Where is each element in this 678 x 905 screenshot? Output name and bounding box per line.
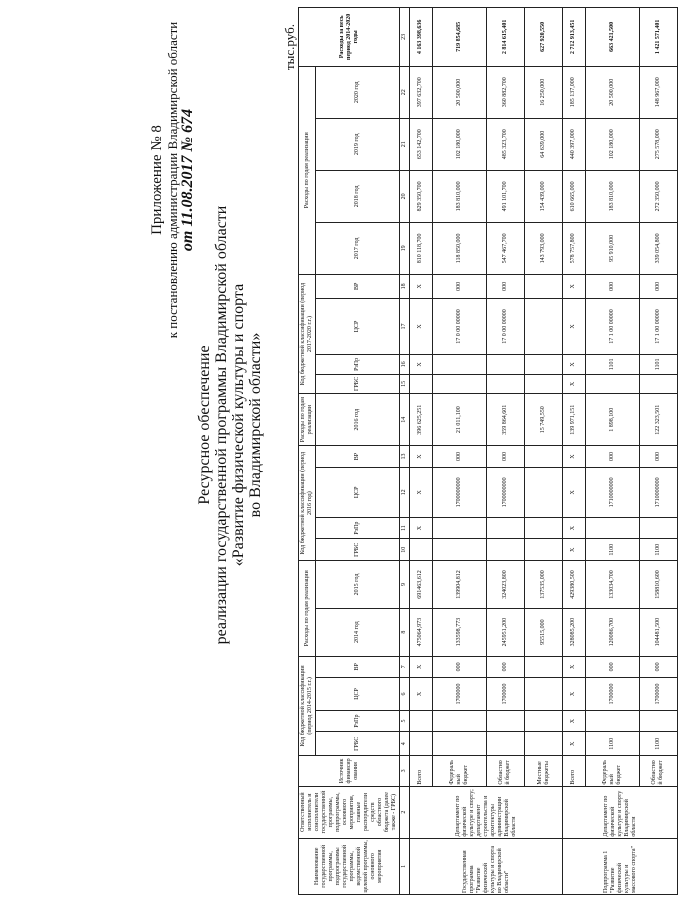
table-row	[432, 8, 486, 895]
value-cell: 1710000000	[585, 467, 639, 517]
value-cell: X	[563, 355, 586, 375]
value-cell: X	[563, 446, 586, 468]
value-cell	[486, 539, 524, 561]
value-cell: 4 163 398,636	[410, 8, 433, 67]
table-body	[410, 8, 678, 895]
subheader-vr-2017: ВР	[316, 274, 400, 298]
title-line-4: во Владимирской области»	[247, 332, 264, 518]
index-cell: 19	[400, 222, 410, 274]
value-cell: 120086,700	[585, 608, 639, 656]
index-cell: 5	[400, 710, 410, 732]
index-cell: 3	[400, 756, 410, 786]
title-line-2: реализации государственной программы Владимирской области	[213, 205, 230, 645]
value-cell: 000	[639, 274, 677, 298]
value-cell: 20 500,000	[432, 66, 486, 118]
value-cell: 440 397,000	[563, 118, 586, 170]
value-cell: 719 854,685	[432, 8, 486, 67]
value-cell: 1 421 571,401	[639, 8, 677, 67]
subheader-grbs: ГРБС	[316, 732, 400, 756]
value-cell: 547 467,700	[486, 222, 524, 274]
value-cell	[432, 710, 486, 732]
value-cell: 000	[585, 656, 639, 678]
value-cell: 000	[639, 446, 677, 468]
index-cell: 9	[400, 561, 410, 609]
value-cell: X	[563, 710, 586, 732]
subheader-rzpr-2017: РзПр	[316, 355, 400, 375]
value-cell: 610 665,000	[563, 170, 586, 222]
value-cell	[524, 374, 562, 394]
header-code-2017: Код бюджетной классификации (период 2017-2020 г.г.)	[299, 274, 316, 393]
value-cell	[410, 374, 433, 394]
subheader-csr-2016: ЦСР	[316, 467, 400, 517]
index-cell: 7	[400, 656, 410, 678]
header-name: Наименование государственной программы, подпрограммы государственной программы, ведомственной целевой программы, основного мероприятия	[299, 838, 400, 894]
value-cell: 137535,000	[524, 561, 562, 609]
value-cell: 16 250,000	[524, 66, 562, 118]
value-cell: 118 850,000	[432, 222, 486, 274]
value-cell	[486, 732, 524, 756]
value-cell	[585, 374, 639, 394]
value-cell: 000	[639, 656, 677, 678]
value-cell	[432, 539, 486, 561]
value-cell: X	[410, 467, 433, 517]
index-cell: 8	[400, 608, 410, 656]
value-cell: 2 814 615,401	[486, 8, 524, 67]
value-cell	[410, 539, 433, 561]
source-cell: Местные бюджеты	[524, 756, 562, 786]
year-2019: 2019 год	[316, 118, 400, 170]
value-cell: 15 749,550	[524, 394, 562, 446]
value-cell	[432, 517, 486, 539]
title-line-1: Ресурсное обеспечение	[196, 345, 213, 505]
value-cell	[524, 517, 562, 539]
index-cell: 1	[400, 838, 410, 894]
source-cell: Федеральный бюджет	[585, 756, 639, 786]
header-code-2016: Код бюджетной классификации (период 2016 год)	[299, 446, 316, 561]
value-cell: 1710000000	[639, 467, 677, 517]
value-cell	[524, 656, 562, 678]
value-cell	[432, 374, 486, 394]
value-cell: 1101	[585, 355, 639, 375]
value-cell	[524, 732, 562, 756]
value-cell: 95515,000	[524, 608, 562, 656]
value-cell: X	[563, 656, 586, 678]
value-cell	[524, 355, 562, 375]
value-cell: 95 910,000	[585, 222, 639, 274]
value-cell: 328085,200	[563, 608, 586, 656]
value-cell: 1101	[639, 355, 677, 375]
value-cell: X	[563, 678, 586, 711]
value-cell	[524, 446, 562, 468]
value-cell: 627 920,550	[524, 8, 562, 67]
value-cell	[524, 274, 562, 298]
header-code-2014: Код бюджетной классификации (период 2014-2015 г.г.)	[299, 656, 316, 756]
value-cell	[486, 355, 524, 375]
value-cell: 158810,600	[639, 561, 677, 609]
value-cell: X	[410, 656, 433, 678]
value-cell	[524, 710, 562, 732]
subheader-grbs-2017: ГРБС	[316, 374, 400, 394]
value-cell: 1700000	[585, 678, 639, 711]
year-2016: 2016 год	[316, 394, 400, 446]
value-cell: 148 967,000	[639, 66, 677, 118]
value-cell: 829 350,700	[410, 170, 433, 222]
value-cell: 691463,612	[410, 561, 433, 609]
value-cell: 000	[486, 274, 524, 298]
year-2017: 2017 год	[316, 222, 400, 274]
header-expenses-2014: Расходы по годам реализации	[299, 561, 316, 656]
source-cell: Областной бюджет	[486, 756, 524, 786]
value-cell: 143 793,000	[524, 222, 562, 274]
value-cell: 360 882,700	[486, 66, 524, 118]
value-cell: 17 0 00 00000	[486, 298, 524, 354]
year-2015: 2015 год	[316, 561, 400, 609]
subheader-vr-2016: ВР	[316, 446, 400, 468]
value-cell: 183 810,000	[585, 170, 639, 222]
year-2020: 2020 год	[316, 66, 400, 118]
value-cell	[524, 467, 562, 517]
value-cell: 122 323,501	[639, 394, 677, 446]
header-total: Расходы за весь период 2014-2020 годы	[299, 8, 400, 67]
value-cell: X	[563, 467, 586, 517]
value-cell: X	[410, 446, 433, 468]
value-cell: 20 500,000	[585, 66, 639, 118]
value-cell	[486, 374, 524, 394]
value-cell: X	[410, 517, 433, 539]
value-cell: 000	[585, 274, 639, 298]
appendix-header	[150, 15, 195, 345]
table-row	[585, 8, 639, 895]
index-row	[400, 8, 410, 895]
value-cell	[524, 678, 562, 711]
value-cell: 1700000	[432, 678, 486, 711]
table-row	[563, 8, 586, 895]
index-cell: 11	[400, 517, 410, 539]
value-cell: 17 1 00 00000	[639, 298, 677, 354]
year-2018: 2018 год	[316, 170, 400, 222]
value-cell: X	[410, 274, 433, 298]
value-cell: X	[563, 274, 586, 298]
appendix-number: Приложение № 8	[149, 125, 165, 235]
index-cell: 20	[400, 170, 410, 222]
document-title	[196, 75, 264, 775]
value-cell: 397 632,700	[410, 66, 433, 118]
index-cell: 23	[400, 8, 410, 67]
resolution-line: к постановлению администрации Владимирской области	[165, 21, 180, 339]
value-cell	[585, 710, 639, 732]
value-cell	[524, 539, 562, 561]
value-cell: 102 180,000	[432, 118, 486, 170]
value-cell: 245951,200	[486, 608, 524, 656]
value-cell: 396 625,251	[410, 394, 433, 446]
value-cell: 154 439,000	[524, 170, 562, 222]
value-cell	[524, 298, 562, 354]
value-cell: 1700000000	[486, 467, 524, 517]
value-cell: 1100	[585, 732, 639, 756]
value-cell: 64 639,000	[524, 118, 562, 170]
value-cell	[410, 732, 433, 756]
subheader-csr: ЦСР	[316, 678, 400, 711]
value-cell: 000	[486, 446, 524, 468]
header-source: Источник финансирования	[299, 756, 400, 786]
value-cell	[410, 710, 433, 732]
value-cell: X	[563, 298, 586, 354]
value-cell: 339 054,800	[639, 222, 677, 274]
header-expenses-2017: Расходы по годам реализации	[299, 66, 316, 274]
index-cell: 13	[400, 446, 410, 468]
value-cell	[639, 710, 677, 732]
source-cell: Федеральный бюджет	[432, 756, 486, 786]
value-cell: X	[410, 298, 433, 354]
value-cell: 485 323,700	[486, 118, 524, 170]
index-cell: 21	[400, 118, 410, 170]
value-cell: 491 101,700	[486, 170, 524, 222]
value-cell: X	[563, 539, 586, 561]
unit-label: тыс.руб.	[282, 24, 297, 70]
value-cell	[585, 517, 639, 539]
value-cell: 1700000000	[432, 467, 486, 517]
index-cell: 14	[400, 394, 410, 446]
value-cell: 133598,773	[432, 608, 486, 656]
value-cell: 1100	[639, 732, 677, 756]
header-responsible: Ответственный исполнитель и соисполнители государственной программы, подпрограммы, основного мероприятия, главные распорядители средств областного бюджета (далее также - ГРБС)	[299, 786, 400, 838]
value-cell: 1100	[639, 539, 677, 561]
value-cell: X	[563, 374, 586, 394]
value-cell: 810 118,700	[410, 222, 433, 274]
value-cell: 104481,500	[639, 608, 677, 656]
index-cell: 18	[400, 274, 410, 298]
value-cell: 183 810,000	[432, 170, 486, 222]
subheader-vr: ВР	[316, 656, 400, 678]
table-row	[486, 8, 524, 895]
index-cell: 15	[400, 374, 410, 394]
program-responsible-cell: Департамент по физической культуре и спорту; департамент строительства и архитектуры администрации Владимирской области	[410, 786, 563, 838]
index-cell: 16	[400, 355, 410, 375]
value-cell: 275 578,000	[639, 118, 677, 170]
value-cell: 429380,500	[563, 561, 586, 609]
program-name-cell: Государственная программа "Развитие физической культуры и спорта во Владимирской области"	[410, 838, 563, 894]
index-cell: 12	[400, 467, 410, 517]
value-cell: 000	[585, 446, 639, 468]
source-cell: Всего	[410, 756, 433, 786]
value-cell: 139 971,151	[563, 394, 586, 446]
index-cell: 6	[400, 678, 410, 711]
value-cell: 324023,800	[486, 561, 524, 609]
value-cell: X	[563, 732, 586, 756]
value-cell: 653 142,700	[410, 118, 433, 170]
value-cell: 1100	[585, 539, 639, 561]
value-cell: 000	[486, 656, 524, 678]
value-cell: 578 757,800	[563, 222, 586, 274]
value-cell: 17 0 00 00000	[432, 298, 486, 354]
header-row-1	[299, 8, 316, 895]
source-cell: Областной бюджет	[639, 756, 677, 786]
resource-table	[298, 7, 678, 895]
subheader-rzpr-2016: РзПр	[316, 517, 400, 539]
value-cell: X	[410, 678, 433, 711]
date-line: от 11.08.2017 № 674	[179, 108, 196, 252]
source-cell: Всего	[563, 756, 586, 786]
table-row	[639, 8, 677, 895]
value-cell	[486, 710, 524, 732]
value-cell: 1700000	[639, 678, 677, 711]
value-cell: 359 864,601	[486, 394, 524, 446]
value-cell	[432, 355, 486, 375]
value-cell: 663 421,500	[585, 8, 639, 67]
title-line-3: «Развитие физической культуры и спорта	[230, 283, 247, 567]
value-cell: 17 1 00 00000	[585, 298, 639, 354]
index-cell: 17	[400, 298, 410, 354]
subprogram-responsible-cell: Департамент по физической культуре и спорту Владимирской области	[563, 786, 678, 838]
value-cell: X	[563, 517, 586, 539]
value-cell: 000	[432, 446, 486, 468]
table-row	[410, 8, 433, 895]
subheader-rzpr: РзПр	[316, 710, 400, 732]
value-cell	[639, 517, 677, 539]
year-2014: 2014 год	[316, 608, 400, 656]
value-cell: 000	[432, 656, 486, 678]
subheader-csr-2017: ЦСР	[316, 298, 400, 354]
value-cell: 000	[432, 274, 486, 298]
index-cell: 4	[400, 732, 410, 756]
value-cell: 21 011,100	[432, 394, 486, 446]
table-row	[524, 8, 562, 895]
value-cell	[432, 732, 486, 756]
value-cell	[639, 374, 677, 394]
value-cell: 1 898,100	[585, 394, 639, 446]
subprogram-name-cell: Подпрограмма 1 "Развитие физической культуры и массового спорта"	[563, 838, 678, 894]
subheader-grbs-2016: ГРБС	[316, 539, 400, 561]
value-cell	[486, 517, 524, 539]
value-cell: 475064,973	[410, 608, 433, 656]
value-cell: 1700000	[486, 678, 524, 711]
header-expenses-2016: Расходы по годам реализации	[299, 394, 316, 446]
value-cell: 139904,812	[432, 561, 486, 609]
value-cell: 185 137,000	[563, 66, 586, 118]
value-cell: 2 712 913,451	[563, 8, 586, 67]
index-cell: 10	[400, 539, 410, 561]
index-cell: 22	[400, 66, 410, 118]
value-cell: X	[410, 355, 433, 375]
index-cell: 2	[400, 786, 410, 838]
value-cell: 133034,700	[585, 561, 639, 609]
value-cell: 102 180,000	[585, 118, 639, 170]
value-cell: 272 350,000	[639, 170, 677, 222]
